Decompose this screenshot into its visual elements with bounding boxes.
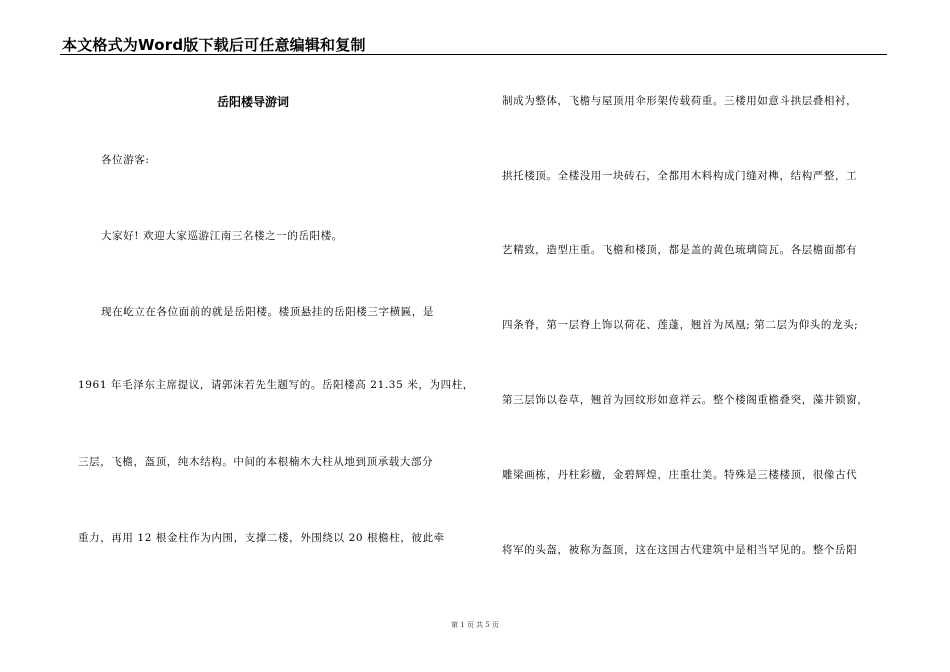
paragraph-line: 各位游客: bbox=[101, 154, 150, 166]
paragraph-line: 第三层饰以卷草，翘首为回纹形如意祥云。整个楼阁重檐叠突，藻井锁窗， bbox=[502, 394, 869, 406]
paragraph-line: 四条脊，第一层脊上饰以荷花、莲蓬，翘首为凤凰; 第二层为仰头的龙头; bbox=[502, 319, 859, 331]
header-divider bbox=[60, 54, 887, 55]
paragraph-line: 现在屹立在各位面前的就是岳阳楼。楼顶悬挂的岳阳楼三字横匾，是 bbox=[101, 306, 434, 318]
page-number: 第 1 页 共 5 页 bbox=[450, 621, 500, 629]
paragraph-line: 1961 年毛泽东主席提议，请郭沫若先生题写的。岳阳楼高 21.35 米，为四柱， bbox=[78, 379, 474, 391]
document-title: 岳阳楼导游词 bbox=[217, 95, 290, 109]
document-header-banner: 本文格式为Word版下载后可任意编辑和复制 bbox=[62, 36, 366, 54]
paragraph-line: 拱托楼顶。全楼没用一块砖石，全都用木料构成门缝对榫，结构严整，工 bbox=[502, 170, 858, 182]
paragraph-line: 艺精致，造型庄重。飞檐和楼顶，都是盖的黄色琉璃筒瓦。各层檐面都有 bbox=[502, 244, 858, 256]
paragraph-line: 重力，再用 12 根金柱作为内围，支撑二楼，外围绕以 20 根檐柱，彼此牵 bbox=[78, 532, 445, 544]
paragraph-line: 制成为整体，飞檐与屋顶用伞形架传载荷重。三楼用如意斗拱层叠相衬， bbox=[502, 95, 858, 107]
paragraph-line: 大家好! 欢迎大家巡游江南三名楼之一的岳阳楼。 bbox=[101, 230, 343, 242]
paragraph-line: 雕梁画栋，丹柱彩楹，金碧辉煌，庄重壮美。特殊是三楼楼顶，很像古代 bbox=[502, 469, 858, 481]
paragraph-line: 将军的头盔，被称为盔顶，这在这国古代建筑中是相当罕见的。整个岳阳 bbox=[502, 544, 858, 556]
paragraph-line: 三层，飞檐，盔顶，纯木结构。中间的本根楠木大柱从地到顶承载大部分 bbox=[78, 456, 434, 468]
